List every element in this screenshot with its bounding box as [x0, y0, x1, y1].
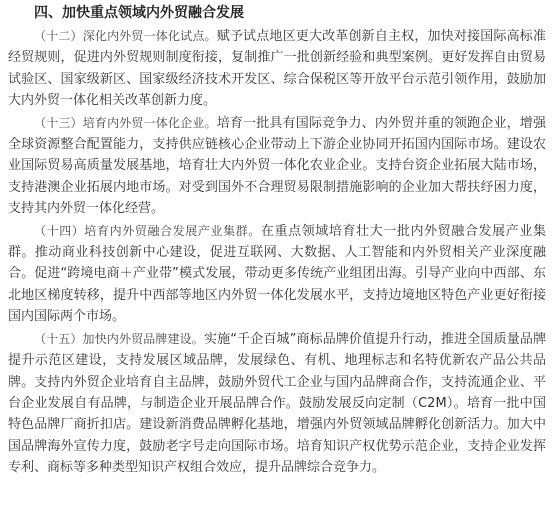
- paragraph-lead: （十三）培育内外贸一体化企业。: [34, 115, 217, 130]
- paragraph-lead: （十二）深化内外贸一体化试点。: [34, 29, 217, 43]
- section-heading: 四、加快重点领域内外贸融合发展: [34, 5, 244, 21]
- paragraph-14: [8, 221, 546, 328]
- paragraph-body: 培育一批具有国际竞争力、内外贸并重的领跑企业，增强全球资源整合配置能力，支持供应链核心企业带动上下游企业协同开拓国内国际市场。建设农业国际贸易高质量发展基地，培育壮大内外贸一体化农业企业。支持台资企业拓展大陆市场，支持港澳企业拓展内地市场。对受到国外不合理贸易限制措施影响的企业加大帮扶纾困力度，支持其内外贸一体化经营。: [8, 115, 546, 217]
- paragraph-lead: （十五）加快内外贸品牌建设。: [34, 331, 204, 346]
- paragraph-body: 实施“千企百城”商标品牌价值提升行动，推进全国质量品牌提升示范区建设，支持发展区域品牌，发展绿色、有机、地理标志和名特优新农产品公共品牌。支持内外贸企业培育自主品牌，鼓励外贸代工企业与国内品牌商合作，支持流通企业、平台企业发展自有品牌，与制造企业开展品牌合作。鼓励发展反向定制（C2M）。培育一批中国特色品牌厂商折扣店。建设新消费品牌孵化基地，增强内外贸领域品牌孵化创新活力。加大中国品牌海外宣传力度，鼓励老字号走向国际市场。培育知识产权优势示范企业，支持企业发挥专利、商标等多种类型知识产权组合效应，提升品牌综合竞争力。: [8, 331, 546, 476]
- paragraph-12: [8, 26, 546, 112]
- paragraph-15: [8, 329, 546, 479]
- paragraph-13: [8, 113, 546, 220]
- paragraph-lead: （十四）培育内外贸融合发展产业集群。: [34, 223, 261, 238]
- paragraph-body: 赋予试点地区更大改革创新自主权，加快对接国际高标准经贸规则，促进内外贸规则制度衔接，复制推广一批创新经验和典型案例。更好发挥自由贸易试验区、国家级新区、国家级经济技术开发区、综合保税区等开放平台示范引领作用，鼓励加大内外贸一体化相关改革创新力度。: [8, 29, 546, 109]
- paragraph-body: 在重点领域培育壮大一批内外贸融合发展产业集群。推动商业科技创新中心建设，促进互联网、大数据、人工智能和内外贸相关产业深度融合。促进“跨境电商＋产业带”模式发展，带动更多传统产业组团出海。引导产业向中西部、东北地区梯度转移，提升中西部等地区内外贸一体化发展水平，支持边境地区特色产业更好衔接国内国际两个市场。: [8, 223, 546, 325]
